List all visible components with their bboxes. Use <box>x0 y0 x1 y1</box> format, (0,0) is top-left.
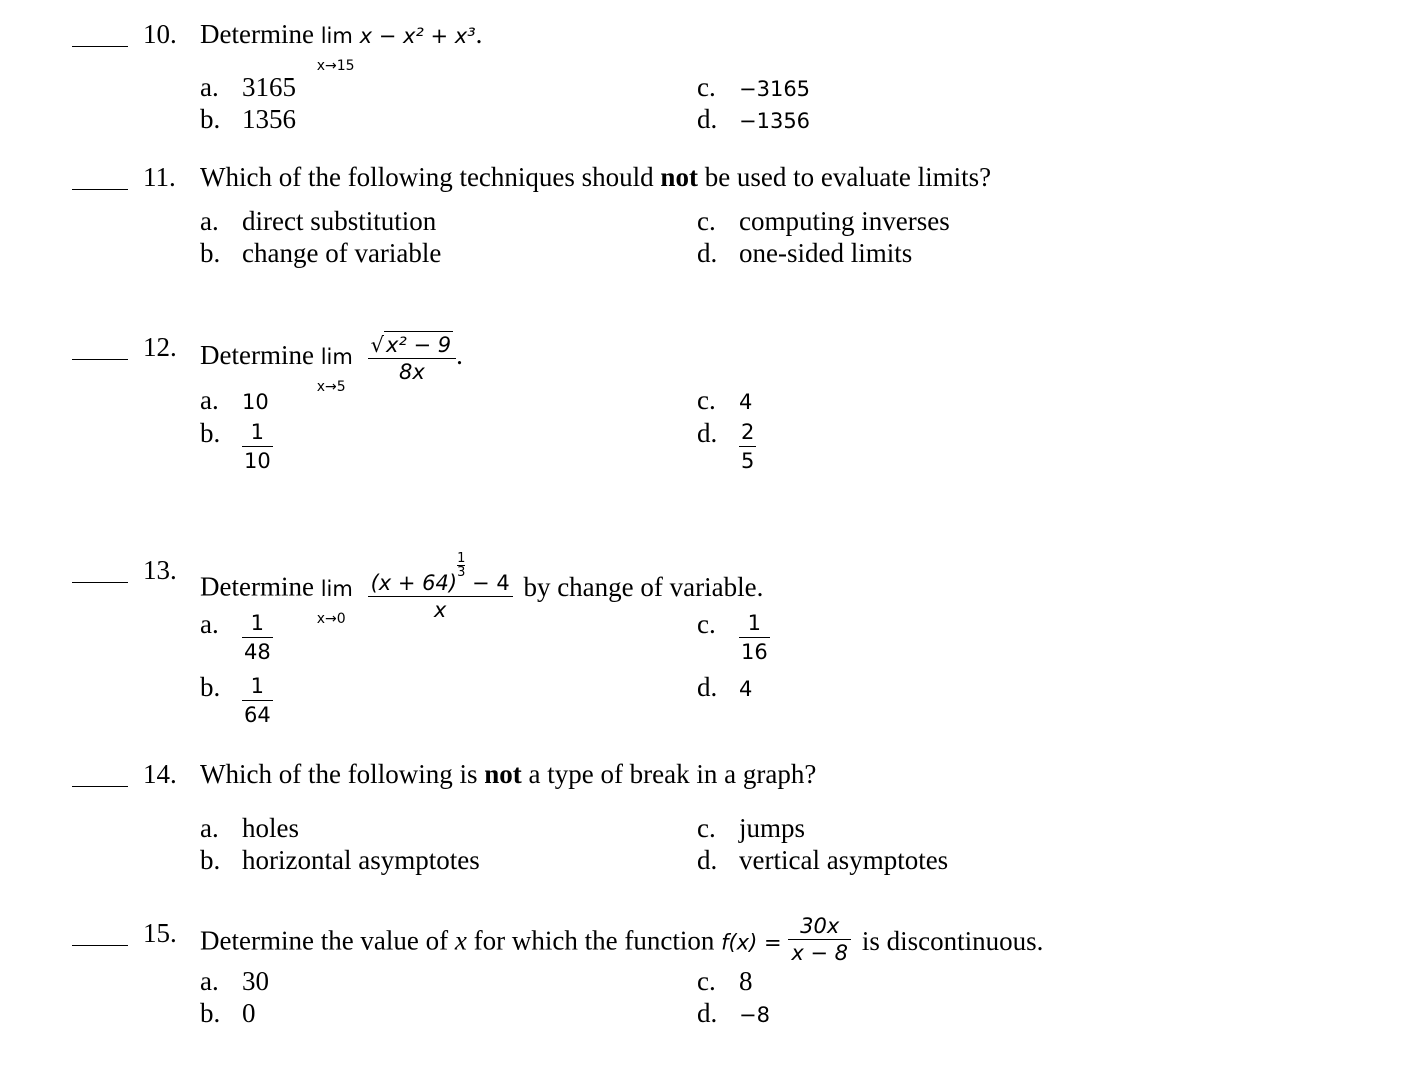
option-letter: c. <box>697 72 716 102</box>
option-text: 0 <box>242 998 256 1028</box>
option-b[interactable] <box>200 418 273 475</box>
option-letter: b. <box>200 845 221 875</box>
option-d[interactable] <box>697 845 948 876</box>
option-fraction <box>739 609 770 666</box>
option-letter: c. <box>697 813 716 843</box>
option-letter: b. <box>200 418 221 448</box>
sqrt-radicand: x² − 9 <box>385 333 452 357</box>
stem-suffix: . <box>456 340 463 371</box>
option-c[interactable] <box>697 206 950 237</box>
question-number: 15. <box>143 918 177 948</box>
fraction-denominator: 16 <box>741 640 768 664</box>
stem-suffix: by change of variable. <box>523 571 764 602</box>
fraction-denominator: 5 <box>741 449 755 473</box>
option-a[interactable] <box>200 813 299 844</box>
option-fraction <box>242 672 273 729</box>
option-d[interactable] <box>697 104 810 135</box>
option-letter: d. <box>697 998 718 1028</box>
option-c[interactable] <box>697 609 770 666</box>
option-text: change of variable <box>242 238 442 268</box>
option-letter: d. <box>697 418 718 448</box>
stem-text: Determine <box>200 340 314 371</box>
limit-fraction <box>368 331 457 385</box>
fraction-numerator <box>368 331 457 359</box>
stem-bold: not <box>660 162 698 192</box>
sqrt-icon: √ <box>370 333 384 357</box>
fraction-denominator: 10 <box>244 449 271 473</box>
stem-text: Which of the following techniques should <box>200 162 654 192</box>
option-letter: a. <box>200 813 219 843</box>
option-fraction <box>739 418 756 475</box>
option-text: 30 <box>242 966 269 996</box>
answer-blank[interactable] <box>72 46 128 47</box>
stem-text: Determine the value of <box>200 925 449 956</box>
question-stem <box>200 18 483 74</box>
answer-blank[interactable] <box>72 359 128 360</box>
fraction-denominator: 8x <box>398 360 425 384</box>
option-text: direct substitution <box>242 206 437 236</box>
option-fraction <box>242 418 273 475</box>
option-text: 1356 <box>242 104 296 134</box>
option-letter: a. <box>200 206 219 236</box>
stem-text: a type of break in a graph? <box>528 759 817 789</box>
fraction-denominator: x − 8 <box>791 941 849 965</box>
option-d[interactable] <box>697 238 912 269</box>
question-stem <box>200 914 1044 970</box>
lim-subscript: x→5 <box>316 379 346 396</box>
option-letter: c. <box>697 609 716 639</box>
limit-operator <box>316 339 353 396</box>
fraction-denominator: 48 <box>244 640 271 664</box>
stem-text: Determine <box>200 19 314 49</box>
fraction-denominator: 64 <box>244 703 271 727</box>
option-letter: a. <box>200 609 219 639</box>
exponent-numerator: 1 <box>457 551 466 566</box>
option-text: 3165 <box>242 72 296 102</box>
option-text: one-sided limits <box>739 238 913 268</box>
fraction-numerator: 1 <box>242 418 273 447</box>
option-letter: d. <box>697 672 718 702</box>
option-letter: a. <box>200 72 219 102</box>
option-c[interactable] <box>697 966 753 997</box>
option-d[interactable] <box>697 672 752 703</box>
fraction-numerator: 1 <box>739 609 770 638</box>
fraction-numerator: 1 <box>242 672 273 701</box>
question-number: 10. <box>143 19 177 49</box>
option-d[interactable] <box>697 418 756 475</box>
limit-expression: x − x² + x³ <box>359 24 476 48</box>
stem-text: Which of the following is <box>200 759 478 789</box>
option-b[interactable] <box>200 238 441 269</box>
stem-text: Determine <box>200 571 314 602</box>
option-text: 4 <box>739 390 753 414</box>
option-text: −3165 <box>739 77 811 101</box>
option-b[interactable] <box>200 672 273 729</box>
stem-variable: x <box>454 925 467 956</box>
option-letter: c. <box>697 206 716 236</box>
option-letter: d. <box>697 104 718 134</box>
option-letter: d. <box>697 238 718 268</box>
option-fraction <box>242 609 273 666</box>
function-fraction <box>788 913 851 966</box>
fraction-numerator: 2 <box>739 418 756 447</box>
option-letter: a. <box>200 966 219 996</box>
option-text: −8 <box>739 1003 770 1027</box>
question-number: 12. <box>143 332 177 362</box>
question-stem <box>200 551 764 627</box>
stem-suffix: . <box>475 19 483 49</box>
exponent-fraction <box>457 552 465 579</box>
option-b[interactable] <box>200 104 296 135</box>
option-d[interactable] <box>697 998 770 1029</box>
question-stem <box>200 331 463 396</box>
fraction-numerator <box>368 552 513 597</box>
option-text: 10 <box>242 390 269 414</box>
question-number: 11. <box>143 162 176 192</box>
option-letter: b. <box>200 998 221 1028</box>
option-a[interactable] <box>200 206 436 237</box>
stem-text: be used to evaluate limits? <box>704 162 992 192</box>
option-letter: b. <box>200 672 221 702</box>
option-a[interactable] <box>200 385 269 416</box>
option-text: holes <box>242 813 299 843</box>
lim-subscript: x→15 <box>316 58 355 74</box>
answer-blank[interactable] <box>72 582 128 583</box>
fraction-denominator: x <box>433 598 447 622</box>
fraction-numerator: 1 <box>242 609 273 638</box>
lim-label: lim <box>320 576 353 601</box>
option-letter: a. <box>200 385 219 415</box>
option-text: jumps <box>739 813 806 843</box>
question-stem <box>200 758 816 790</box>
stem-text: for which the function <box>473 925 715 956</box>
option-a[interactable] <box>200 609 273 666</box>
lim-subscript: x→0 <box>316 610 346 627</box>
question-number: 14. <box>143 759 177 789</box>
stem-text: is discontinuous. <box>861 925 1044 956</box>
option-text: 8 <box>739 966 753 996</box>
option-text: 4 <box>739 677 753 701</box>
numerator-tail: − 4 <box>472 571 510 595</box>
option-text: computing inverses <box>739 206 950 236</box>
option-c[interactable] <box>697 72 810 103</box>
option-a[interactable] <box>200 966 269 997</box>
function-label: f(x) = <box>721 930 782 955</box>
answer-blank[interactable] <box>72 945 128 946</box>
lim-label: lim <box>320 345 353 370</box>
limit-operator <box>316 18 355 74</box>
answer-blank[interactable] <box>72 189 128 190</box>
option-b[interactable] <box>200 845 480 876</box>
option-text: horizontal asymptotes <box>242 845 480 875</box>
fraction-numerator: 30x <box>788 913 851 940</box>
answer-blank[interactable] <box>72 786 128 787</box>
question-number: 13. <box>143 555 177 585</box>
option-letter: c. <box>697 966 716 996</box>
exponent-denominator: 3 <box>457 565 466 580</box>
stem-bold: not <box>484 759 522 789</box>
option-text: vertical asymptotes <box>739 845 949 875</box>
option-letter: b. <box>200 238 221 268</box>
option-letter: c. <box>697 385 716 415</box>
option-letter: b. <box>200 104 221 134</box>
option-a[interactable] <box>200 72 296 103</box>
option-c[interactable] <box>697 385 752 416</box>
lim-label: lim <box>320 24 353 48</box>
limit-operator <box>316 571 353 627</box>
option-b[interactable] <box>200 998 256 1029</box>
option-letter: d. <box>697 845 718 875</box>
option-text: −1356 <box>739 109 811 133</box>
numerator-base: (x + 64) <box>370 571 458 595</box>
option-c[interactable] <box>697 813 805 844</box>
question-stem <box>200 161 991 193</box>
limit-fraction <box>368 552 513 623</box>
